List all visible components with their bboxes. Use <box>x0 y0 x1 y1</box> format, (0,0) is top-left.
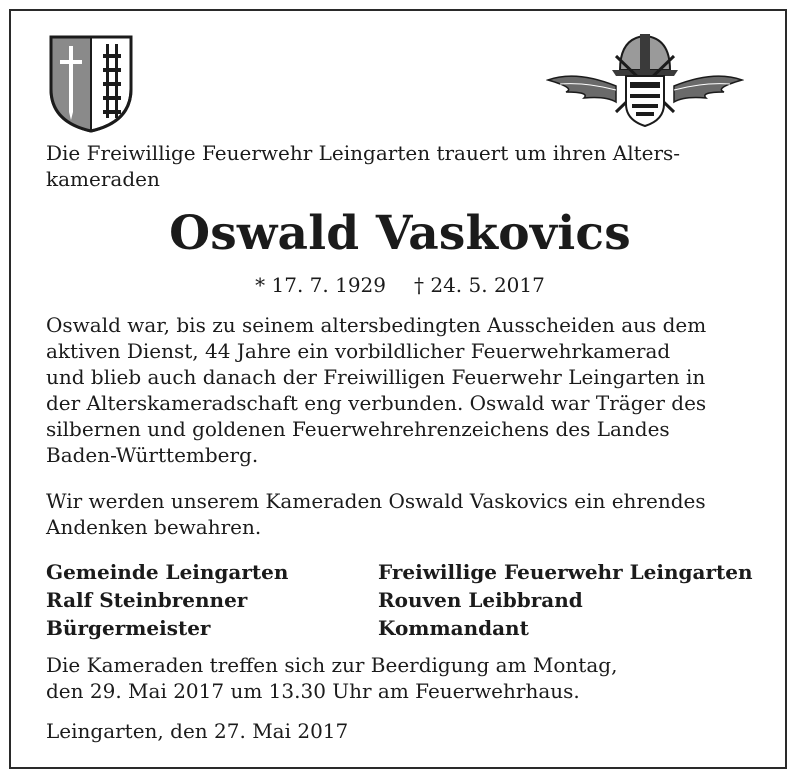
intro-line: Die Freiwillige Feuerwehr Leingarten trauert um ihren Alters- <box>46 141 681 165</box>
tribute-line: Baden-Württemberg. <box>46 443 259 467</box>
meeting-line: Die Kameraden treffen sich zur Beerdigung am Montag, <box>46 653 618 677</box>
signature-line: Kommandant <box>378 616 529 640</box>
signature-line: Rouven Leibbrand <box>378 588 583 612</box>
tribute-text <box>46 312 758 468</box>
intro-line: kameraden <box>46 167 160 191</box>
closing-line: Wir werden unserem Kameraden Oswald Vaskovics ein ehrendes <box>46 489 706 513</box>
intro-text <box>46 140 758 192</box>
life-dates <box>0 272 800 298</box>
tribute-line: der Alterskameradschaft eng verbunden. Oswald war Träger des <box>46 391 707 415</box>
tribute-line: aktiven Dienst, 44 Jahre ein vorbildlicher Feuerwehrkamerad <box>46 339 671 363</box>
signature-line: Freiwillige Feuerwehr Leingarten <box>378 560 753 584</box>
coat-of-arms-icon <box>48 34 134 134</box>
closing-line: Andenken bewahren. <box>46 515 262 539</box>
signature-line: Gemeinde Leingarten <box>46 560 289 584</box>
death-date: † 24. 5. 2017 <box>414 273 545 297</box>
signature-line: Bürgermeister <box>46 616 211 640</box>
deceased-name: Oswald Vaskovics <box>169 206 631 261</box>
tribute-line: und blieb auch danach der Freiwilligen Feuerwehr Leingarten in <box>46 365 706 389</box>
fire-brigade-emblem-icon <box>546 30 744 128</box>
closing-text <box>46 488 758 540</box>
signature-line: Ralf Steinbrenner <box>46 588 248 612</box>
signature-fire-brigade <box>378 558 753 642</box>
place-and-date: Leingarten, den 27. Mai 2017 <box>46 719 349 743</box>
birth-date: * 17. 7. 1929 <box>255 273 386 297</box>
funeral-meeting-text <box>46 652 758 704</box>
tribute-line: silbernen und goldenen Feuerwehrehrenzeichens des Landes <box>46 417 670 441</box>
signature-municipality <box>46 558 288 642</box>
meeting-line: den 29. Mai 2017 um 13.30 Uhr am Feuerwehrhaus. <box>46 679 580 703</box>
tribute-line: Oswald war, bis zu seinem altersbedingten Ausscheiden aus dem <box>46 313 707 337</box>
